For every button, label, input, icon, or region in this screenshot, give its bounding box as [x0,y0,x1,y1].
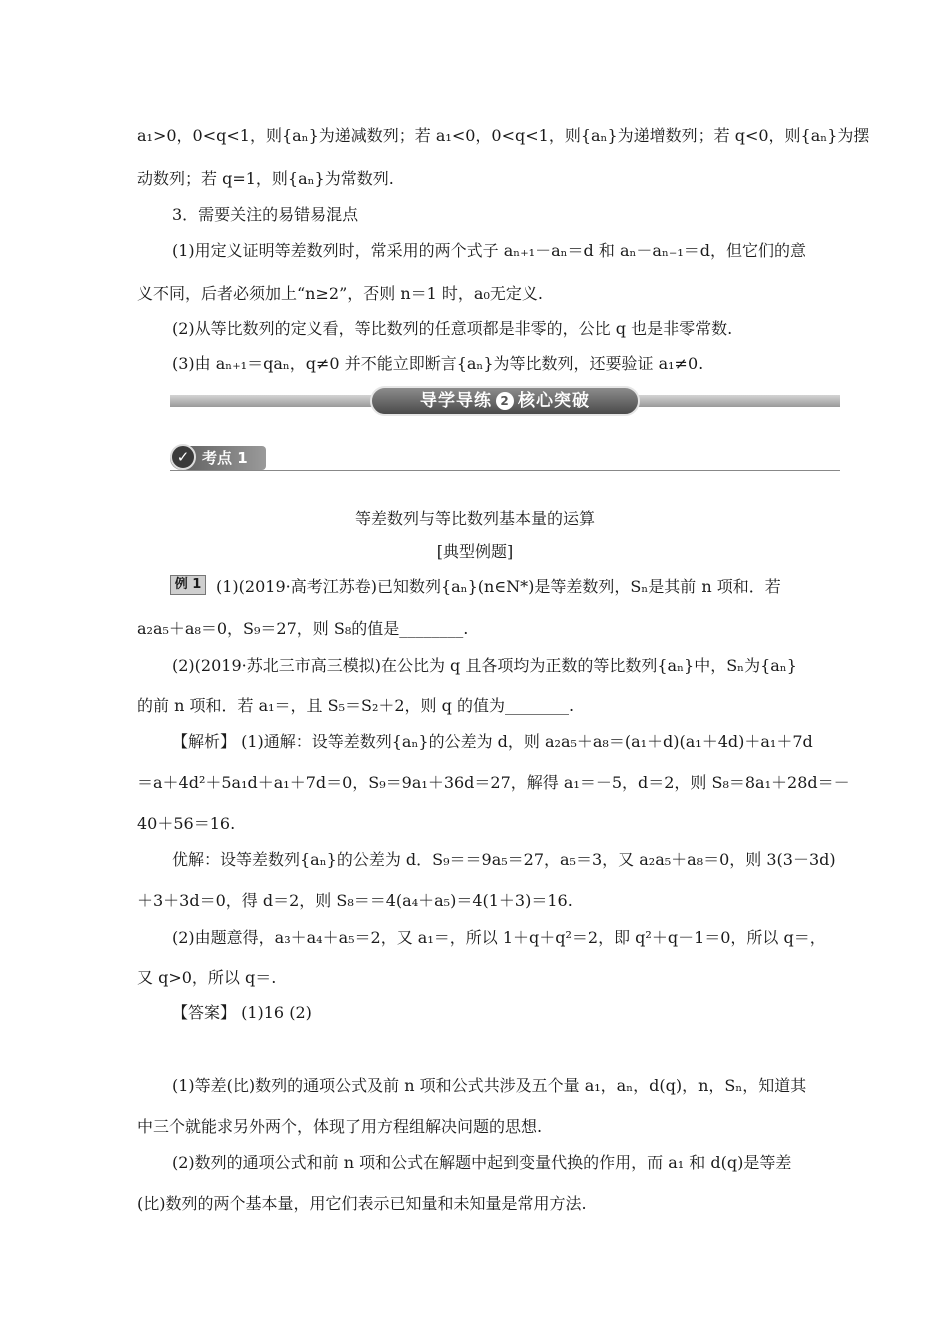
text-line: 动数列；若 q=1，则{aₙ}为常数列. [137,169,394,188]
text-line: a₂a₅＋a₈＝0，S₉＝27，则 S₈的值是________. [137,619,469,638]
sub-title: [典型例题] [436,542,514,561]
text-line: (1)等差(比)数列的通项公式及前 n 项和公式共涉及五个量 a₁，aₙ，d(q)，n，Sₙ，知道其 [172,1076,807,1095]
text-line: (3)由 aₙ₊₁＝qaₙ，q≠0 并不能立即断言{aₙ}为等比数列，还要验证 a₁≠0. [172,354,704,373]
answer-line: 【答案】 (1)16 (2) [172,1003,312,1022]
text-line: 又 q>0，所以 q＝. [137,968,277,987]
text-line: a₁>0，0<q<1，则{aₙ}为递减数列；若 a₁<0，0<q<1，则{aₙ}为递增数列；若 q<0，则{aₙ}为摆 [137,126,870,145]
text-line: (2)从等比数列的定义看，等比数列的任意项都是非零的，公比 q 也是非零常数. [172,319,733,338]
banner-pill [370,386,640,416]
kaodian-label: 考点 1 [202,449,248,467]
check-icon: ✓ [170,444,196,470]
kaodian-rule [170,470,840,471]
text-line: 优解：设等差数列{aₙ}的公差为 d．S₉＝＝9a₅＝27，a₅＝3，又 a₂a₅＋a₈＝0，则 3(3－3d) [172,850,836,869]
text-line: (2)数列的通项公式和前 n 项和公式在解题中起到变量代换的作用，而 a₁ 和 d(q)是等差 [172,1153,792,1172]
text-line: ＝a＋4d²＋5a₁d＋a₁＋7d＝0，S₉＝9a₁＋36d＝27，解得 a₁＝－5，d＝2，则 S₈＝8a₁＋28d＝－ [137,773,850,792]
text-line: (2)由题意得，a₃＋a₄＋a₅＝2，又 a₁＝，所以 1＋q＋q²＝2，即 q²＋q－1＝0，所以 q＝， [172,928,826,947]
text-line: ＋3＋3d＝0，得 d＝2，则 S₈＝＝4(a₄＋a₅)＝4(1＋3)＝16. [137,891,573,910]
text-line: 的前 n 项和．若 a₁＝，且 S₅＝S₂＋2，则 q 的值为________. [137,696,575,715]
section-title: 等差数列与等比数列基本量的运算 [354,509,595,528]
text-line: (2)(2019·苏北三市高三模拟)在公比为 q 且各项均为正数的等比数列{aₙ}中，Sₙ为{aₙ} [172,656,797,675]
text-line: 【解析】 (1)通解：设等差数列{aₙ}的公差为 d，则 a₂a₅＋a₈＝(a₁＋d)(a₁＋4d)＋a₁＋7d [172,732,813,751]
text-line: (1)用定义证明等差数列时，常采用的两个式子 aₙ₊₁－aₙ＝d 和 aₙ－aₙ₋₁＝d，但它们的意 [172,241,806,260]
banner-right-text: 核心突破 [518,391,590,411]
kaodian-header [170,444,840,474]
section-banner [170,386,840,416]
text-line: (比)数列的两个基本量，用它们表示已知量和未知量是常用方法. [137,1194,587,1213]
text-line: 义不同，后者必须加上“n≥2”，否则 n＝1 时，a₀无定义. [137,284,543,303]
text-line: 中三个就能求另外两个，体现了用方程组解决问题的思想. [137,1117,543,1136]
banner-circle-icon: 2 [496,392,514,410]
example-badge: 例 1 [170,575,206,595]
text-line: (1)(2019·高考江苏卷)已知数列{aₙ}(n∈N*)是等差数列，Sₙ是其前 n 项和．若 [216,577,781,596]
heading-pitfalls: 3．需要关注的易错易混点 [172,205,359,224]
text-line: 40＋56＝16. [137,814,236,833]
banner-left-text: 导学导练 [420,391,492,411]
